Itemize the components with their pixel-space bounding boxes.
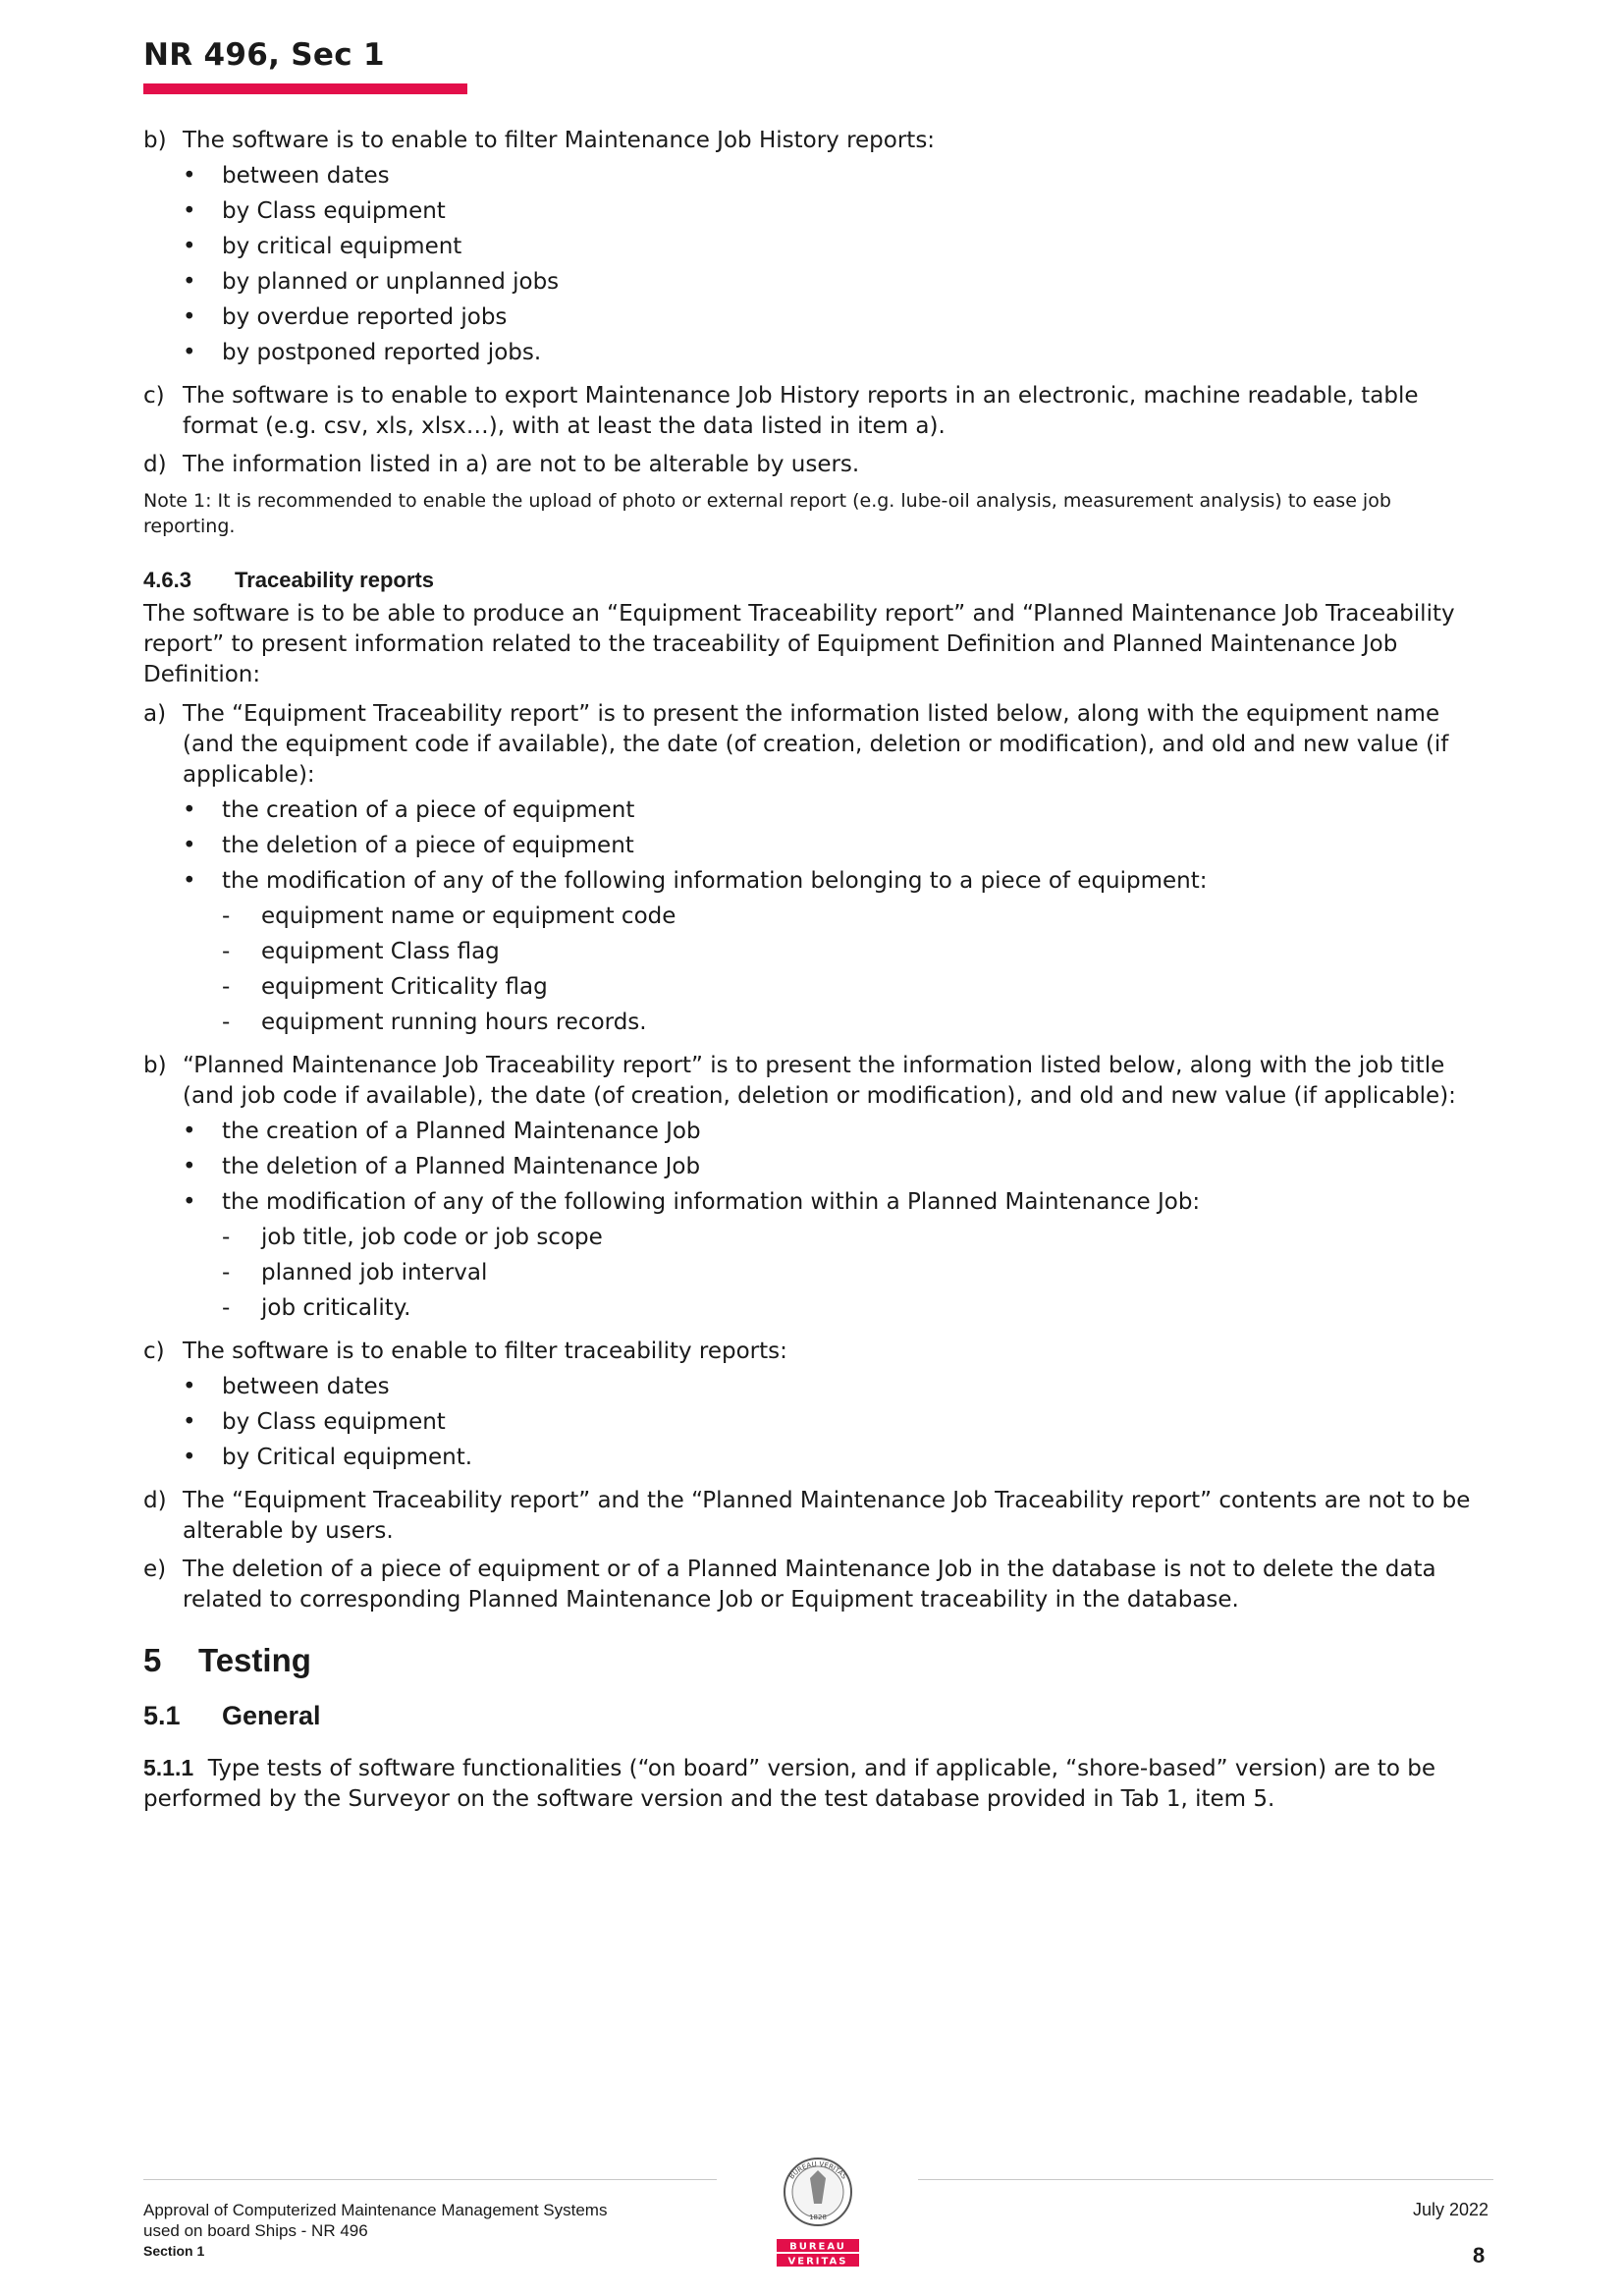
item-label: b) [143,1053,167,1078]
item-text: The “Equipment Traceability report” and the “Planned Maintenance Job Traceability report” contents are not to be alterable by users. [183,1488,1471,1544]
bullet-item: • by critical equipment [183,234,462,259]
bullet-item: • the deletion of a Planned Maintenance Job [183,1154,701,1179]
note: Note 1: It is recommended to enable the upload of photo or external report (e.g. lube-oil analysis, measurement analysis) to ease job reporting. [143,490,1391,537]
bullet-list [183,1117,1488,1218]
item-label: d) [143,1488,167,1513]
item-text: “Planned Maintenance Job Traceability report” is to present the information listed below, along with the job title (and job code if available), the date (of creation, deletion or modification), and old and new value (if applicable): [183,1053,1456,1109]
dash-item: - job title, job code or job scope [222,1225,603,1250]
page-body [143,126,1488,1815]
item-text: The “Equipment Traceability report” is to present the information listed below, along with the equipment name (and the equipment code if available), the date (of creation, deletion or modification), and old and new value (if applicable): [183,701,1449,788]
bureau-veritas-logo [771,2149,865,2274]
list-item [143,1555,1488,1615]
list-item [143,450,1488,480]
bullet-item: • by postponed reported jobs. [183,340,542,365]
item-text: The software is to enable to export Maintenance Job History reports in an electronic, machine readable, table format (e.g. csv, xls, xlsx…), with at least the data listed in item a). [183,383,1419,439]
dash-item: - equipment Class flag [222,939,500,964]
dash-list [222,1223,1488,1324]
section-title: Testing [198,1642,311,1678]
list-item [143,1486,1488,1547]
list-item [143,1337,1488,1478]
bullet-item: • the creation of a piece of equipment [183,797,635,823]
logo-year: 1828 [809,2214,827,2221]
footer-date: July 2022 [1413,2200,1489,2219]
section-heading [143,1642,1488,1678]
dash-item: - equipment running hours records. [222,1010,647,1035]
subsection-heading [143,565,1488,595]
footer-section: Section 1 [143,2243,205,2259]
item-label: b) [143,128,167,153]
item-label: a) [143,701,167,727]
article-number: 5.1 [143,1701,181,1730]
subsection-intro: The software is to be able to produce an “Equipment Traceability report” and “Planned Maintenance Job Traceability report” to present information related to the traceability of Equipment Definition and Planned Maintenance Job Definition: [143,601,1455,687]
subsection-title: Traceability reports [235,568,434,592]
list-item [143,1051,1488,1329]
dash-list [222,902,1488,1038]
item-label: c) [143,383,165,409]
article-heading [143,1701,1488,1731]
item-text: The information listed in a) are not to be alterable by users. [183,452,860,477]
logo-arc-text: BUREAU VERITAS [787,2159,848,2181]
dash-item: - equipment Criticality flag [222,974,548,1000]
article-title: General [222,1701,321,1730]
paragraph-text: Type tests of software functionalities (“on board” version, and if applicable, “shore-based” version) are to be performed by the Surveyor on the software version and the test database provided in Tab 1, item 5. [143,1756,1436,1812]
footer-line-1: Approval of Computerized Maintenance Management Systems [143,2201,608,2219]
bullet-item: • the deletion of a piece of equipment [183,833,634,858]
bullet-item: • by planned or unplanned jobs [183,269,560,295]
footer-document-title [143,2200,607,2262]
bullet-item: • the creation of a Planned Maintenance Job [183,1119,701,1144]
subsection-number: 4.6.3 [143,568,191,592]
item-label: c) [143,1339,165,1364]
dash-item: - job criticality. [222,1295,411,1321]
running-header-title: NR 496, Sec 1 [143,37,385,73]
logo-word-1: BUREAU [789,2241,846,2253]
bullet-item: • between dates [183,1374,390,1399]
footer-line-2: used on board Ships - NR 496 [143,2221,368,2240]
list-item [143,126,1488,373]
dash-item: - equipment name or equipment code [222,903,676,929]
bullet-item: • between dates [183,163,390,189]
item-label: d) [143,452,167,477]
bullet-list [183,795,1488,897]
bullet-item: • the modification of any of the following information within a Planned Maintenance Job: [183,1189,1201,1215]
item-label: e) [143,1557,167,1582]
section-number: 5 [143,1642,162,1678]
bullet-list [183,1372,1488,1473]
list-item [143,381,1488,442]
item-text: The deletion of a piece of equipment or of a Planned Maintenance Job in the database is not to delete the data related to corresponding Planned Maintenance Job or Equipment traceability in the database. [183,1557,1436,1613]
bullet-item: • by Critical equipment. [183,1445,473,1470]
footer-rule-right [918,2179,1493,2180]
list-item [143,699,1488,1043]
header-accent-bar [143,83,467,94]
bullet-item: • the modification of any of the following information belonging to a piece of equipment: [183,868,1208,894]
logo-word-2: VERITAS [787,2256,848,2268]
paragraph-number: 5.1.1 [143,1755,194,1780]
item-text: The software is to enable to filter Maintenance Job History reports: [183,128,936,153]
dash-item: - planned job interval [222,1260,488,1285]
page-number: 8 [1473,2243,1486,2268]
numbered-paragraph [143,1753,1488,1815]
footer-rule-left [143,2179,717,2180]
bullet-item: • by overdue reported jobs [183,304,508,330]
bullet-list [183,161,1488,368]
bullet-item: • by Class equipment [183,198,446,224]
item-text: The software is to enable to filter traceability reports: [183,1339,787,1364]
bullet-item: • by Class equipment [183,1409,446,1435]
